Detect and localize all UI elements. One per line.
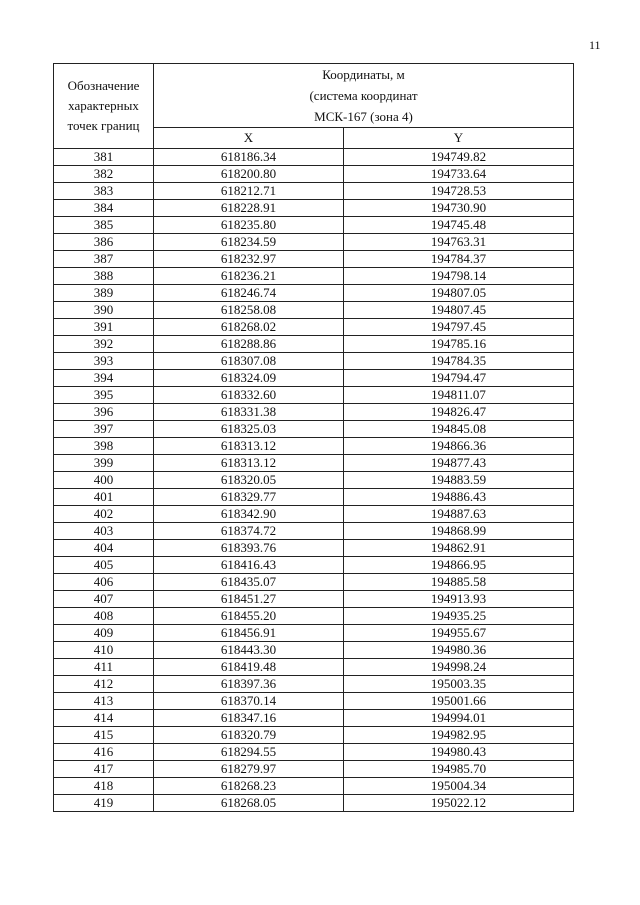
point-number-cell: 415 bbox=[54, 727, 154, 744]
y-coordinate-cell: 194955.67 bbox=[344, 625, 574, 642]
table-row bbox=[54, 285, 574, 302]
point-number-cell: 384 bbox=[54, 200, 154, 217]
table-row bbox=[54, 149, 574, 166]
y-coordinate-cell: 194811.07 bbox=[344, 387, 574, 404]
x-coordinate-cell: 618455.20 bbox=[154, 608, 344, 625]
y-coordinate-cell: 194887.63 bbox=[344, 506, 574, 523]
table-row bbox=[54, 778, 574, 795]
y-column-header: Y bbox=[344, 128, 574, 149]
table-row bbox=[54, 710, 574, 727]
point-number-cell: 406 bbox=[54, 574, 154, 591]
table-row bbox=[54, 421, 574, 438]
point-number-cell: 395 bbox=[54, 387, 154, 404]
y-coordinate-cell: 194733.64 bbox=[344, 166, 574, 183]
y-coordinate-cell: 194877.43 bbox=[344, 455, 574, 472]
x-coordinate-cell: 618294.55 bbox=[154, 744, 344, 761]
x-coordinate-cell: 618435.07 bbox=[154, 574, 344, 591]
table-row bbox=[54, 744, 574, 761]
x-coordinate-cell: 618329.77 bbox=[154, 489, 344, 506]
x-coordinate-cell: 618332.60 bbox=[154, 387, 344, 404]
x-coordinate-cell: 618313.12 bbox=[154, 438, 344, 455]
point-number-cell: 416 bbox=[54, 744, 154, 761]
table-row bbox=[54, 676, 574, 693]
y-coordinate-cell: 194784.37 bbox=[344, 251, 574, 268]
y-coordinate-cell: 194994.01 bbox=[344, 710, 574, 727]
y-coordinate-cell: 194862.91 bbox=[344, 540, 574, 557]
table-row bbox=[54, 506, 574, 523]
table-row bbox=[54, 217, 574, 234]
x-coordinate-cell: 618313.12 bbox=[154, 455, 344, 472]
point-number-cell: 392 bbox=[54, 336, 154, 353]
y-coordinate-cell: 194794.47 bbox=[344, 370, 574, 387]
table-row bbox=[54, 727, 574, 744]
x-coordinate-cell: 618236.21 bbox=[154, 268, 344, 285]
x-coordinate-cell: 618397.36 bbox=[154, 676, 344, 693]
table-row bbox=[54, 404, 574, 421]
y-coordinate-cell: 195003.35 bbox=[344, 676, 574, 693]
table-row bbox=[54, 795, 574, 812]
point-number-cell: 403 bbox=[54, 523, 154, 540]
point-number-cell: 410 bbox=[54, 642, 154, 659]
table-row bbox=[54, 455, 574, 472]
table-row bbox=[54, 268, 574, 285]
point-number-cell: 398 bbox=[54, 438, 154, 455]
table-row bbox=[54, 523, 574, 540]
x-coordinate-cell: 618232.97 bbox=[154, 251, 344, 268]
x-coordinate-cell: 618212.71 bbox=[154, 183, 344, 200]
coordinates-header-line: Координаты, м bbox=[322, 67, 405, 82]
x-coordinate-cell: 618347.16 bbox=[154, 710, 344, 727]
table-row bbox=[54, 302, 574, 319]
y-coordinate-cell: 194807.45 bbox=[344, 302, 574, 319]
x-coordinate-cell: 618246.74 bbox=[154, 285, 344, 302]
x-coordinate-cell: 618268.05 bbox=[154, 795, 344, 812]
point-number-cell: 408 bbox=[54, 608, 154, 625]
x-coordinate-cell: 618456.91 bbox=[154, 625, 344, 642]
table-row bbox=[54, 608, 574, 625]
point-number-cell: 389 bbox=[54, 285, 154, 302]
y-coordinate-cell: 194763.31 bbox=[344, 234, 574, 251]
table-row bbox=[54, 761, 574, 778]
x-coordinate-cell: 618370.14 bbox=[154, 693, 344, 710]
x-coordinate-cell: 618342.90 bbox=[154, 506, 344, 523]
header-row-top bbox=[54, 64, 574, 128]
y-coordinate-cell: 194749.82 bbox=[344, 149, 574, 166]
x-coordinate-cell: 618419.48 bbox=[154, 659, 344, 676]
y-coordinate-cell: 194985.70 bbox=[344, 761, 574, 778]
x-coordinate-cell: 618451.27 bbox=[154, 591, 344, 608]
x-column-header: X bbox=[154, 128, 344, 149]
table-row bbox=[54, 540, 574, 557]
table-row bbox=[54, 200, 574, 217]
x-coordinate-cell: 618186.34 bbox=[154, 149, 344, 166]
point-number-cell: 400 bbox=[54, 472, 154, 489]
y-coordinate-cell: 194845.08 bbox=[344, 421, 574, 438]
y-coordinate-cell: 194868.99 bbox=[344, 523, 574, 540]
x-coordinate-cell: 618268.02 bbox=[154, 319, 344, 336]
point-number-cell: 409 bbox=[54, 625, 154, 642]
point-number-cell: 388 bbox=[54, 268, 154, 285]
point-number-cell: 401 bbox=[54, 489, 154, 506]
y-coordinate-cell: 194886.43 bbox=[344, 489, 574, 506]
point-number-cell: 412 bbox=[54, 676, 154, 693]
y-coordinate-cell: 195004.34 bbox=[344, 778, 574, 795]
point-number-cell: 404 bbox=[54, 540, 154, 557]
designation-header-line: точек границ bbox=[67, 118, 140, 133]
y-coordinate-cell: 194797.45 bbox=[344, 319, 574, 336]
y-coordinate-cell: 194885.58 bbox=[344, 574, 574, 591]
y-coordinate-cell: 194982.95 bbox=[344, 727, 574, 744]
y-coordinate-cell: 194807.05 bbox=[344, 285, 574, 302]
coordinates-header-line: МСК-167 (зона 4) bbox=[314, 109, 413, 124]
y-coordinate-cell: 194980.36 bbox=[344, 642, 574, 659]
point-number-cell: 385 bbox=[54, 217, 154, 234]
y-coordinate-cell: 194866.95 bbox=[344, 557, 574, 574]
x-coordinate-cell: 618320.79 bbox=[154, 727, 344, 744]
y-coordinate-cell: 194913.93 bbox=[344, 591, 574, 608]
table-row bbox=[54, 387, 574, 404]
point-number-cell: 414 bbox=[54, 710, 154, 727]
y-coordinate-cell: 194745.48 bbox=[344, 217, 574, 234]
x-coordinate-cell: 618234.59 bbox=[154, 234, 344, 251]
table-row bbox=[54, 166, 574, 183]
table-row bbox=[54, 438, 574, 455]
x-coordinate-cell: 618258.08 bbox=[154, 302, 344, 319]
point-number-cell: 387 bbox=[54, 251, 154, 268]
point-number-cell: 397 bbox=[54, 421, 154, 438]
point-number-cell: 405 bbox=[54, 557, 154, 574]
y-coordinate-cell: 194798.14 bbox=[344, 268, 574, 285]
y-coordinate-cell: 194935.25 bbox=[344, 608, 574, 625]
x-coordinate-cell: 618200.80 bbox=[154, 166, 344, 183]
y-coordinate-cell: 194883.59 bbox=[344, 472, 574, 489]
point-number-cell: 383 bbox=[54, 183, 154, 200]
y-coordinate-cell: 195022.12 bbox=[344, 795, 574, 812]
table-row bbox=[54, 659, 574, 676]
table-row bbox=[54, 693, 574, 710]
point-number-cell: 418 bbox=[54, 778, 154, 795]
point-number-cell: 382 bbox=[54, 166, 154, 183]
point-number-cell: 402 bbox=[54, 506, 154, 523]
table-row bbox=[54, 251, 574, 268]
x-coordinate-cell: 618324.09 bbox=[154, 370, 344, 387]
point-number-cell: 386 bbox=[54, 234, 154, 251]
table-row bbox=[54, 472, 574, 489]
point-number-cell: 381 bbox=[54, 149, 154, 166]
point-number-cell: 390 bbox=[54, 302, 154, 319]
y-coordinate-cell: 194730.90 bbox=[344, 200, 574, 217]
y-coordinate-cell: 195001.66 bbox=[344, 693, 574, 710]
x-coordinate-cell: 618268.23 bbox=[154, 778, 344, 795]
coordinates-header-line: (система координат bbox=[309, 88, 418, 103]
table-row bbox=[54, 489, 574, 506]
table-row bbox=[54, 336, 574, 353]
point-number-cell: 407 bbox=[54, 591, 154, 608]
point-number-cell: 413 bbox=[54, 693, 154, 710]
y-coordinate-cell: 194998.24 bbox=[344, 659, 574, 676]
coordinates-header bbox=[154, 64, 574, 128]
x-coordinate-cell: 618279.97 bbox=[154, 761, 344, 778]
table-row bbox=[54, 557, 574, 574]
page-number: 11 bbox=[589, 38, 601, 52]
y-coordinate-cell: 194784.35 bbox=[344, 353, 574, 370]
table-row bbox=[54, 234, 574, 251]
x-coordinate-cell: 618235.80 bbox=[154, 217, 344, 234]
table-header bbox=[54, 64, 574, 149]
point-number-cell: 417 bbox=[54, 761, 154, 778]
point-number-cell: 396 bbox=[54, 404, 154, 421]
x-coordinate-cell: 618288.86 bbox=[154, 336, 344, 353]
y-coordinate-cell: 194826.47 bbox=[344, 404, 574, 421]
designation-header-line: Обозначение bbox=[67, 78, 140, 93]
y-coordinate-cell: 194728.53 bbox=[344, 183, 574, 200]
table-row bbox=[54, 574, 574, 591]
y-coordinate-cell: 194980.43 bbox=[344, 744, 574, 761]
x-coordinate-cell: 618393.76 bbox=[154, 540, 344, 557]
table-row bbox=[54, 183, 574, 200]
designation-header bbox=[54, 64, 154, 149]
y-coordinate-cell: 194785.16 bbox=[344, 336, 574, 353]
y-coordinate-cell: 194866.36 bbox=[344, 438, 574, 455]
table-row bbox=[54, 591, 574, 608]
x-coordinate-cell: 618228.91 bbox=[154, 200, 344, 217]
table-row bbox=[54, 370, 574, 387]
point-number-cell: 394 bbox=[54, 370, 154, 387]
table-row bbox=[54, 625, 574, 642]
point-number-cell: 419 bbox=[54, 795, 154, 812]
point-number-cell: 411 bbox=[54, 659, 154, 676]
table-row bbox=[54, 642, 574, 659]
x-coordinate-cell: 618443.30 bbox=[154, 642, 344, 659]
x-coordinate-cell: 618374.72 bbox=[154, 523, 344, 540]
x-coordinate-cell: 618307.08 bbox=[154, 353, 344, 370]
point-number-cell: 393 bbox=[54, 353, 154, 370]
x-coordinate-cell: 618416.43 bbox=[154, 557, 344, 574]
x-coordinate-cell: 618331.38 bbox=[154, 404, 344, 421]
table-row bbox=[54, 319, 574, 336]
table-body bbox=[54, 149, 574, 812]
x-coordinate-cell: 618320.05 bbox=[154, 472, 344, 489]
designation-header-line: характерных bbox=[68, 98, 139, 113]
table-row bbox=[54, 353, 574, 370]
coordinates-table bbox=[53, 63, 574, 812]
x-coordinate-cell: 618325.03 bbox=[154, 421, 344, 438]
point-number-cell: 399 bbox=[54, 455, 154, 472]
point-number-cell: 391 bbox=[54, 319, 154, 336]
